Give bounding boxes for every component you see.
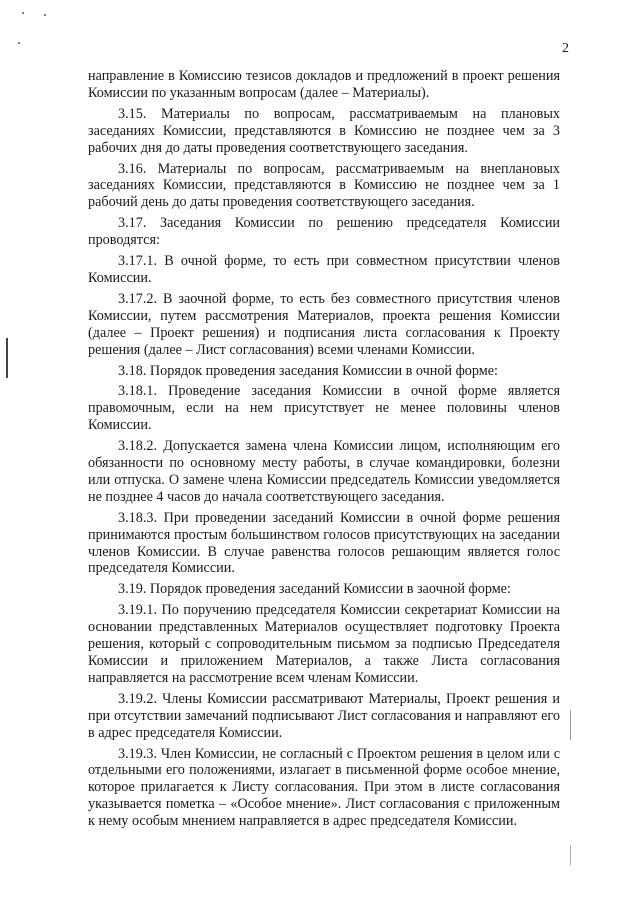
scan-margin-mark (570, 710, 571, 740)
paragraph-3-19: 3.19. Порядок проведения заседаний Комиссии в заочной форме: (118, 581, 511, 598)
paragraph-3-17-1: 3.17.1. В очной форме, то есть при совместном присутствии членов Комиссии. (88, 253, 560, 286)
document-body (88, 68, 560, 834)
paragraph-continuation: направление в Комиссию тезисов докладов и предложений в проект решения Комиссии по указанным вопросам (далее – Материалы). (88, 68, 560, 101)
paragraph-3-19-1: 3.19.1. По поручению председателя Комиссии секретариат Комиссии на основании представленных Материалов осуществляет подготовку Проекта решения, который с сопроводительным письмом за подписью Председателя Комиссии и приложением Материалов, а также Листа согласования направляется на рассмотрение всем членам Комиссии. (88, 602, 560, 686)
scan-margin-mark (570, 845, 571, 865)
paragraph-3-18-3: 3.18.3. При проведении заседаний Комиссии в очной форме решения принимаются простым большинством голосов присутствующих на заседании членов Комиссии. В случае равенства голосов решающим является голос председателя Комиссии. (88, 509, 560, 577)
scan-dot (18, 42, 20, 44)
scan-margin-mark (6, 338, 8, 378)
paragraph-3-18-2: 3.18.2. Допускается замена члена Комиссии лицом, исполняющим его обязанности по основному месту работы, в случае командировки, болезни или отпуска. О замене члена Комиссии председатель Комиссии уведомляется не позднее 4 часов до начала соответствующего заседания. (88, 438, 560, 505)
scan-dot (44, 14, 46, 16)
paragraph-3-17-2: 3.17.2. В заочной форме, то есть без совместного присутствия членов Комиссии, путем рассмотрения Материалов, проекта решения Комиссии (далее – Проект решения) и подписания листа согласования к Проекту решения (далее – Лист согласования) всеми членами Комиссии. (88, 290, 560, 358)
page-number: 2 (562, 41, 569, 56)
paragraph-3-19-3: 3.19.3. Член Комиссии, не согласный с Проектом решения в целом или с отдельными его положениями, излагает в письменной форме особое мнение, которое прилагается к Листу согласования. При этом в листе согласования указывается пометка – «Особое мнение». Лист согласования с приложенным к нему особым мнением направляется в адрес председателя Комиссии. (88, 745, 560, 830)
paragraph-3-16: 3.16. Материалы по вопросам, рассматриваемым на внеплановых заседаниях Комиссии, представляются в Комиссию не позднее чем за 1 рабочий день до даты проведения соответствующего заседания. (88, 160, 560, 211)
paragraph-3-18-1: 3.18.1. Проведение заседания Комиссии в очной форме является правомочным, если на нем присутствует не менее половины членов Комиссии. (88, 383, 560, 434)
paragraph-3-15: 3.15. Материалы по вопросам, рассматриваемым на плановых заседаниях Комиссии, представляются в Комиссию не позднее чем за 3 рабочих дня до даты проведения соответствующего заседания. (88, 105, 560, 156)
scan-dot (22, 12, 24, 14)
paragraph-3-17: 3.17. Заседания Комиссии по решению председателя Комиссии проводятся: (88, 215, 560, 249)
paragraph-3-18: 3.18. Порядок проведения заседания Комиссии в очной форме: (118, 362, 498, 379)
paragraph-3-19-2: 3.19.2. Члены Комиссии рассматривают Материалы, Проект решения и при отсутствии замечаний подписывают Лист согласования и направляют его в адрес председателя Комиссии. (88, 690, 560, 741)
